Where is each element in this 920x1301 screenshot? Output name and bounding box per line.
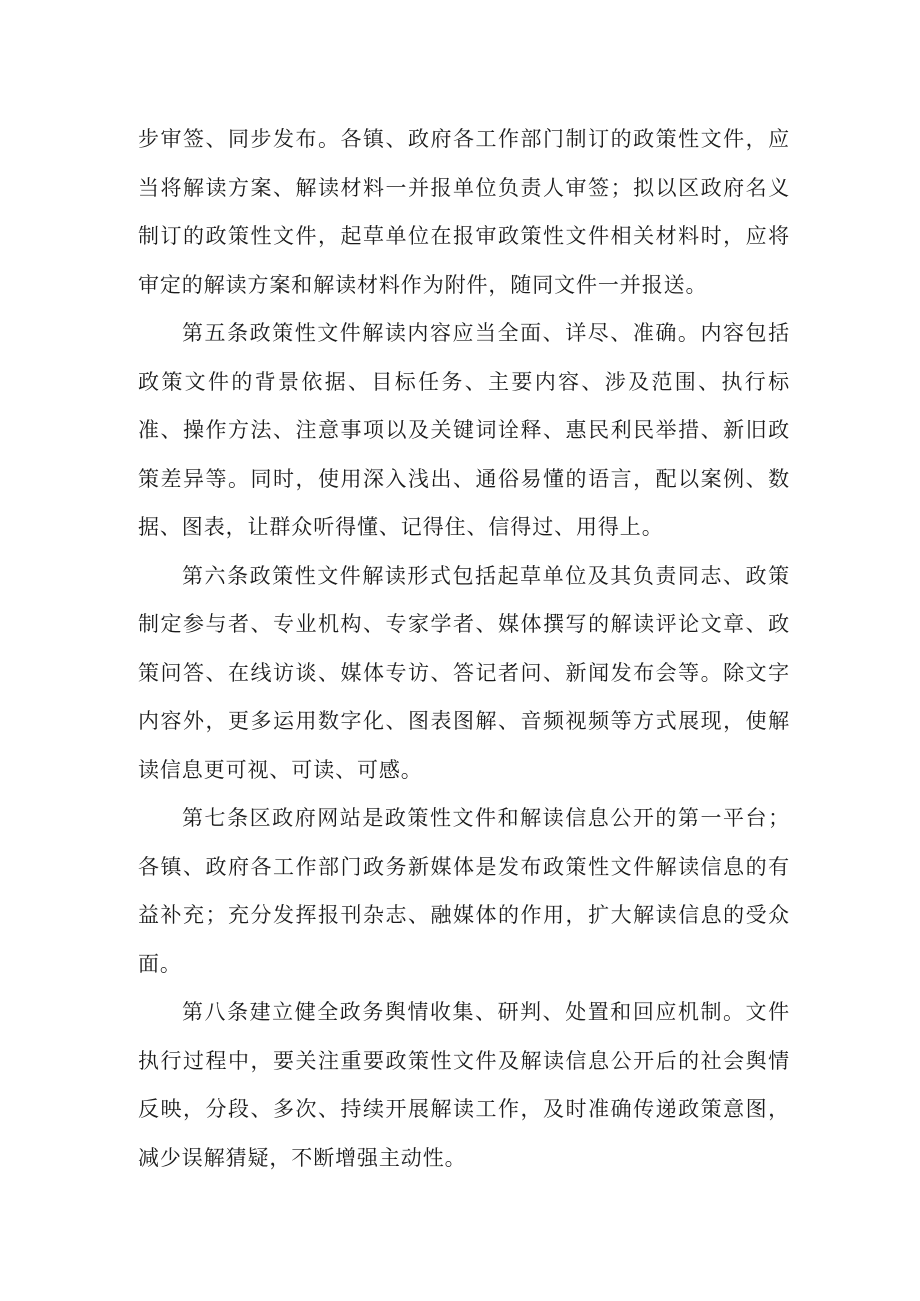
document-body	[138, 115, 790, 1182]
paragraph-article-6: 第六条政策性文件解读形式包括起草单位及其负责同志、政策制定参与者、专业机构、专家学者、媒体撰写的解读评论文章、政策问答、在线访谈、媒体专访、答记者问、新闻发布会等。除文字内容外，更多运用数字化、图表图解、音频视频等方式展现，使解读信息更可视、可读、可感。	[138, 563, 790, 782]
paragraph-continuation: 步审签、同步发布。各镇、政府各工作部门制订的政策性文件，应当将解读方案、解读材料一并报单位负责人审签；拟以区政府名义制订的政策性文件，起草单位在报审政策性文件相关材料时，应将审定的解读方案和解读材料作为附件，随同文件一并报送。	[138, 127, 790, 297]
paragraph-article-7: 第七条区政府网站是政策性文件和解读信息公开的第一平台；各镇、政府各工作部门政务新媒体是发布政策性文件解读信息的有益补充；充分发挥报刊杂志、融媒体的作用，扩大解读信息的受众面。	[138, 806, 790, 976]
paragraph-article-8: 第八条建立健全政务舆情收集、研判、处置和回应机制。文件执行过程中，要关注重要政策性文件及解读信息公开后的社会舆情反映，分段、多次、持续开展解读工作，及时准确传递政策意图，减少误解猜疑，不断增强主动性。	[138, 1000, 790, 1170]
paragraph-article-5: 第五条政策性文件解读内容应当全面、详尽、准确。内容包括政策文件的背景依据、目标任务、主要内容、涉及范围、执行标准、操作方法、注意事项以及关键词诠释、惠民利民举措、新旧政策差异等。同时，使用深入浅出、通俗易懂的语言，配以案例、数据、图表，让群众听得懂、记得住、信得过、用得上。	[138, 321, 790, 539]
